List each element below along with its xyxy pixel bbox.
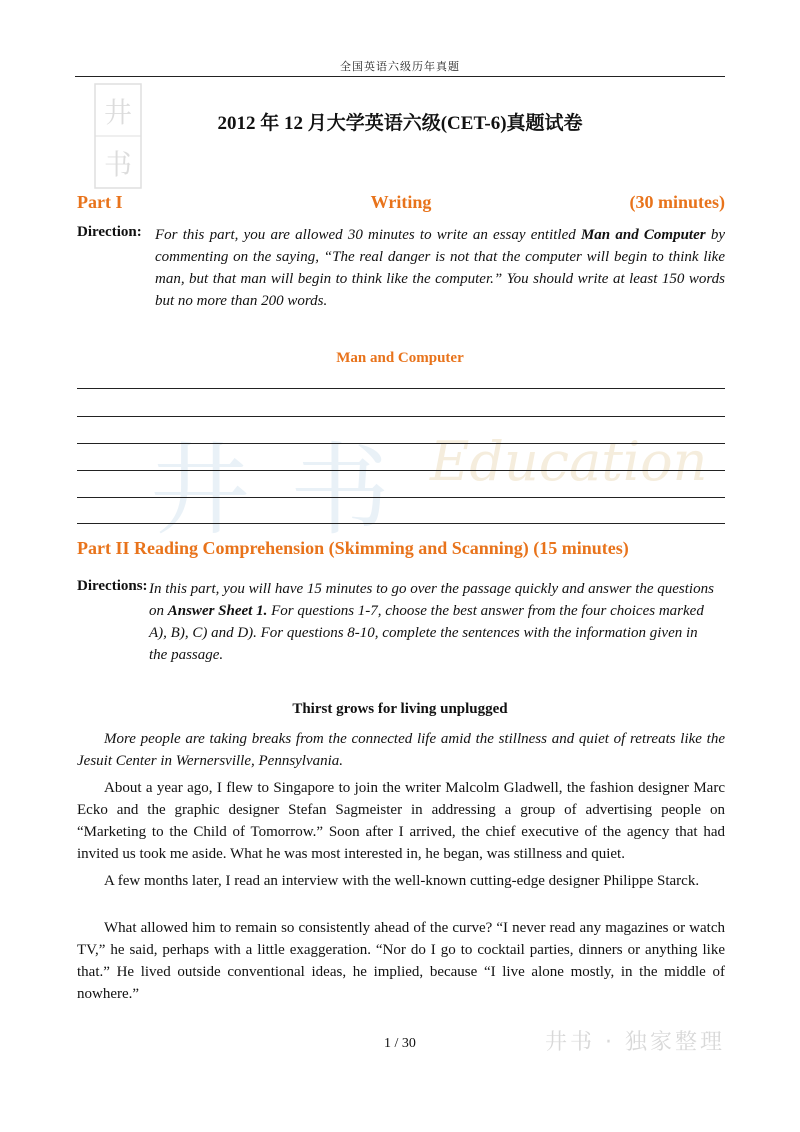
writing-line [77,388,725,389]
part2-heading: Part II Reading Comprehension (Skimming and Scanning) (15 minutes) [77,538,629,558]
writing-line [77,470,725,471]
part1-label: Part I [77,192,123,212]
header-divider [75,76,725,77]
part1-heading [77,192,725,216]
logo-char-2: 书 [103,148,133,181]
watermark-script: Education [430,430,708,493]
writing-line [77,523,725,524]
essay-title: Man and Computer [336,350,464,366]
passage-paragraph: About a year ago, I flew to Singapore to join the writer Malcolm Gladwell, the fashion designer Marc Ecko and the graphic designer Stefan Sagmeister in addressing a group of advertising people on “Marketing to the Child of Tomorrow.” Soon after I arrived, the chief executive of the agency that had invited us took me aside. What he was most interested in, he began, was stillness and quiet. [77,780,725,862]
document-title: 2012 年 12 月大学英语六级(CET-6)真题试卷 [217,113,583,134]
part1-time: (30 minutes) [629,192,725,212]
passage-intro: More people are taking breaks from the connected life amid the stillness and quiet of retreats like the Jesuit Center in Wernersville, Pennsylvania. [77,731,725,769]
watermark-bottom: 井书 · 独家整理 [545,1030,725,1055]
logo-char-1: 井 [103,96,133,129]
passage-paragraph: A few months later, I read an interview with the well-known cutting-edge designer Philippe Starck. [104,873,700,889]
part1-direction-text: For this part, you are allowed 30 minutes to write an essay entitled Man and Computer by commenting on the saying, “The real danger is not that the computer will begin to think like man, but that man will begin to think like the computer.” You should write at least 150 words but no more than 200 words. [155,227,725,309]
part2-directions-text: In this part, you will have 15 minutes to go over the passage quickly and answer the questions on Answer Sheet 1. For questions 1-7, choose the best answer from the four choices marked A), B), C) and D). For questions 8-10, complete the sentences with the information given in the passage. [149,581,714,663]
running-header: 全国英语六级历年真题 [340,60,460,73]
answer-sheet-ref: Answer Sheet 1. [167,603,268,619]
passage-title: Thirst grows for living unplugged [292,701,508,717]
passage-paragraph: What allowed him to remain so consistently ahead of the curve? “I never read any magazines or watch TV,” he said, perhaps with a little exaggeration. “Nor do I go to cocktail parties, dinners or anything like that.” He lived outside conventional ideas, he implied, because “I live alone mostly, in the middle of nowhere.” [77,920,725,1002]
writing-line [77,443,725,444]
writing-line [77,497,725,498]
logo-stamp [93,82,143,190]
writing-line [77,416,725,417]
essay-title-inline: Man and Computer [580,227,706,243]
watermark-large: 井书 [150,432,430,549]
part1-direction-label: Direction: [77,224,142,240]
part2-directions-label: Directions: [77,578,148,594]
page-number: 1 / 30 [384,1036,416,1051]
part1-section: Writing [370,192,432,212]
